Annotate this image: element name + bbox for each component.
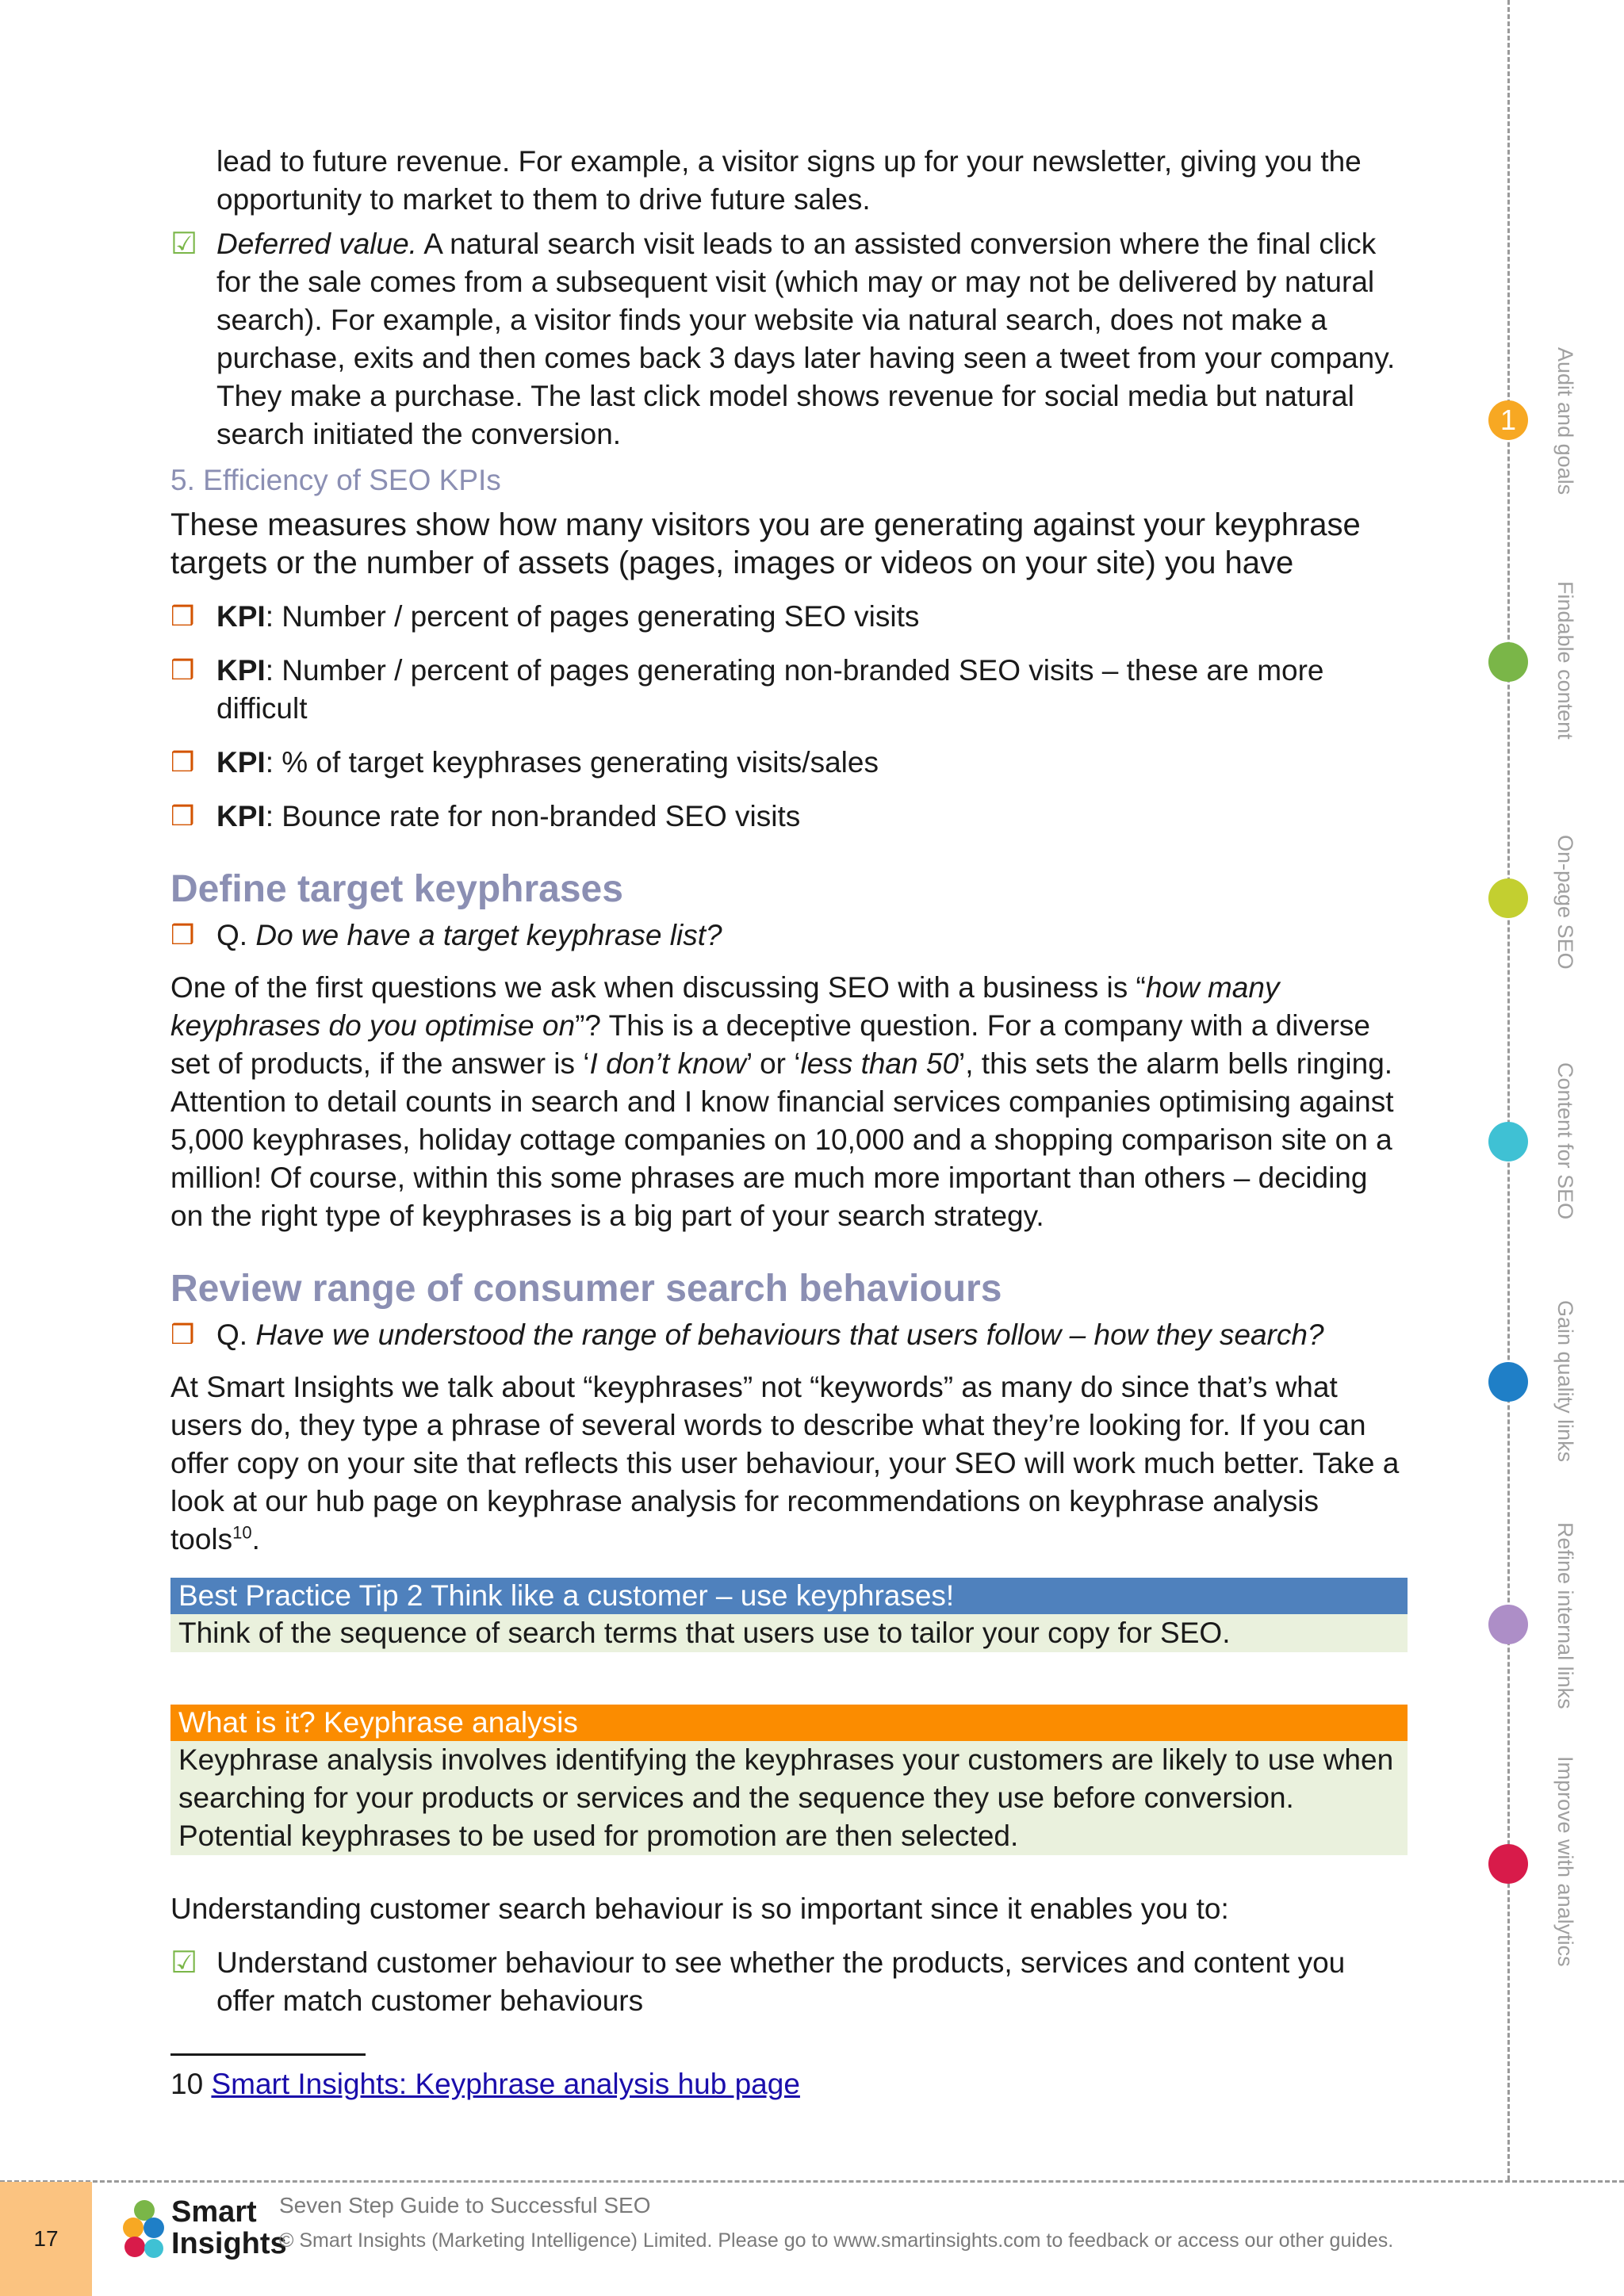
kpi-label: KPI: [216, 746, 266, 779]
kpi-text: : Number / percent of pages generating SEO visits: [265, 600, 920, 633]
step-label-onpage[interactable]: On-page SEO: [1553, 835, 1577, 970]
step-dot-findable[interactable]: [1488, 642, 1528, 682]
main-content: [170, 143, 1408, 2103]
understanding-paragraph: Understanding customer search behaviour is so important since it enables you to:: [170, 1892, 1229, 1925]
review-heading: Review range of consumer search behaviours: [170, 1268, 1002, 1310]
checkbox-checked-icon: ☑: [170, 228, 198, 261]
checkbox-empty-icon: ❒: [170, 602, 195, 632]
step-label-content[interactable]: Content for SEO: [1553, 1062, 1577, 1220]
text-run: At Smart Insights we talk about “keyphrases” not “keywords” as many do since that’s what users do, they type a phrase of several words to describe what they’re looking for. If you can offer copy on your site that reflects this user behaviour, your SEO will work much better. Take a look at our hub page on keyphrase analysis for recommendations on keyphrase analysis tools: [170, 1371, 1400, 1556]
text-run: .: [251, 1523, 260, 1556]
step-dot-links[interactable]: [1488, 1362, 1528, 1402]
footnote-number: 10: [170, 2068, 212, 2100]
question-text: Do we have a target keyphrase list?: [255, 919, 722, 951]
deferred-value-item: [170, 225, 1408, 453]
tip-body: Think of the sequence of search terms that users use to tailor your copy for SEO.: [170, 1614, 1408, 1652]
kpi-label: KPI: [216, 800, 266, 832]
checkbox-empty-icon: ❒: [170, 920, 195, 951]
step-label-audit[interactable]: Audit and goals: [1553, 347, 1577, 496]
what-is-it-box: [170, 1705, 1408, 1855]
footnote-divider: [170, 2053, 366, 2056]
footer-title: Seven Step Guide to Successful SEO: [279, 2193, 651, 2218]
logo-line2: Insights: [171, 2227, 287, 2260]
kpi-label: KPI: [216, 654, 266, 687]
define-paragraph: [170, 969, 1408, 1235]
footer-divider: [0, 2180, 1624, 2183]
footnote: [170, 2065, 1408, 2103]
kpi-item: [170, 798, 1408, 836]
text-run: ’, this sets the alarm bells ringing. Attention to detail counts in search and I know financial services companies optimising against 5,000 keyphrases, holiday cottage companies on 10,000 and a shopping comparison site on a million! Of course, within this some phrases are much more important than others – deciding on the right type of keyphrases is a big part of your search strategy.: [170, 1047, 1394, 1232]
checkbox-empty-icon: ❒: [170, 1320, 195, 1350]
step-number: 1: [1500, 404, 1517, 436]
kpi-item: [170, 598, 1408, 636]
footnote-ref[interactable]: 10: [232, 1522, 252, 1543]
intro-continuation: lead to future revenue. For example, a visitor signs up for your newsletter, giving you the opportunity to market to them to drive future sales.: [216, 145, 1362, 216]
step-label-links[interactable]: Gain quality links: [1553, 1300, 1577, 1463]
page-number: 17: [0, 2182, 92, 2296]
step-dot-audit[interactable]: [1488, 400, 1528, 440]
question-prefix: Q.: [216, 919, 256, 951]
kpi-label: KPI: [216, 600, 266, 633]
kpi-item: [170, 652, 1408, 728]
question-text: Have we understood the range of behaviours that users follow – how they search?: [255, 1318, 1324, 1351]
what-is-it-body: Keyphrase analysis involves identifying the keyphrases your customers are likely to use when searching for your products or services and the sequence they use before conversion. Potential keyphrases to be used for promotion are then selected.: [170, 1741, 1408, 1855]
text-run: ”? This is a deceptive question. For a company with a diverse set of products, if the answer is ‘: [170, 1009, 1370, 1080]
review-question: [170, 1316, 1408, 1354]
step-label-internal[interactable]: Refine internal links: [1553, 1522, 1577, 1709]
kpi-text: : Bounce rate for non-branded SEO visits: [265, 800, 801, 832]
checkbox-checked-icon: ☑: [170, 1946, 198, 1980]
efficiency-subhead: 5. Efficiency of SEO KPIs: [170, 464, 501, 496]
logo-mark-icon: [121, 2198, 170, 2266]
step-label-analytics[interactable]: Improve with analytics: [1553, 1756, 1577, 1967]
footnote-link[interactable]: Smart Insights: Keyphrase analysis hub page: [211, 2068, 800, 2100]
text-run-italic: less than 50: [800, 1047, 959, 1080]
question-prefix: Q.: [216, 1318, 256, 1351]
review-paragraph: [170, 1368, 1408, 1559]
deferred-value-label: Deferred value.: [216, 228, 417, 260]
step-dot-content[interactable]: [1488, 1122, 1528, 1161]
text-run-italic: how many keyphrases do you optimise on: [170, 971, 1280, 1042]
kpi-item: [170, 744, 1408, 782]
what-is-it-title: What is it? Keyphrase analysis: [170, 1705, 1408, 1741]
define-heading: Define target keyphrases: [170, 868, 623, 910]
step-dot-analytics[interactable]: [1488, 1844, 1528, 1884]
define-question: [170, 916, 1408, 955]
efficiency-lead: These measures show how many visitors you are generating against your keyphrase targets or the number of assets (pages, images or videos on your site) you have: [170, 507, 1361, 580]
kpi-text: : Number / percent of pages generating non-branded SEO visits – these are more difficult: [216, 654, 1324, 725]
step-dot-internal[interactable]: [1488, 1605, 1528, 1644]
tip-title: Best Practice Tip 2 Think like a customer – use keyphrases!: [170, 1578, 1408, 1614]
text-run: ’ or ‘: [745, 1047, 801, 1080]
footer-copyright: © Smart Insights (Marketing Intelligence) Limited. Please go to www.smartinsights.com to feedback or access our other guides.: [279, 2229, 1394, 2252]
checkbox-empty-icon: ❒: [170, 802, 195, 832]
step-label-findable[interactable]: Findable content: [1553, 581, 1577, 740]
deferred-value-text: A natural search visit leads to an assisted conversion where the final click for the sale comes from a subsequent visit (which may or may not be delivered by natural search). For example, a visitor finds your website via natural search, does not make a purchase, exits and then comes back 3 days later having seen a tweet from your company. They make a purchase. The last click model shows revenue for social media but natural search initiated the conversion.: [216, 228, 1396, 450]
understanding-item-text: Understand customer behaviour to see whether the products, services and content you offer match customer behaviours: [216, 1946, 1346, 2017]
smart-insights-logo: [121, 2195, 287, 2267]
understanding-item: [170, 1944, 1408, 2020]
text-run-italic: I don’t know: [589, 1047, 746, 1080]
checkbox-empty-icon: ❒: [170, 748, 195, 778]
text-run: One of the first questions we ask when discussing SEO with a business is “: [170, 971, 1146, 1004]
logo-text: [171, 2196, 287, 2260]
best-practice-tip: [170, 1578, 1408, 1652]
kpi-text: : % of target keyphrases generating visits/sales: [265, 746, 879, 779]
step-dot-onpage[interactable]: [1488, 878, 1528, 918]
checkbox-empty-icon: ❒: [170, 656, 195, 686]
logo-line1: Smart: [171, 2195, 257, 2229]
